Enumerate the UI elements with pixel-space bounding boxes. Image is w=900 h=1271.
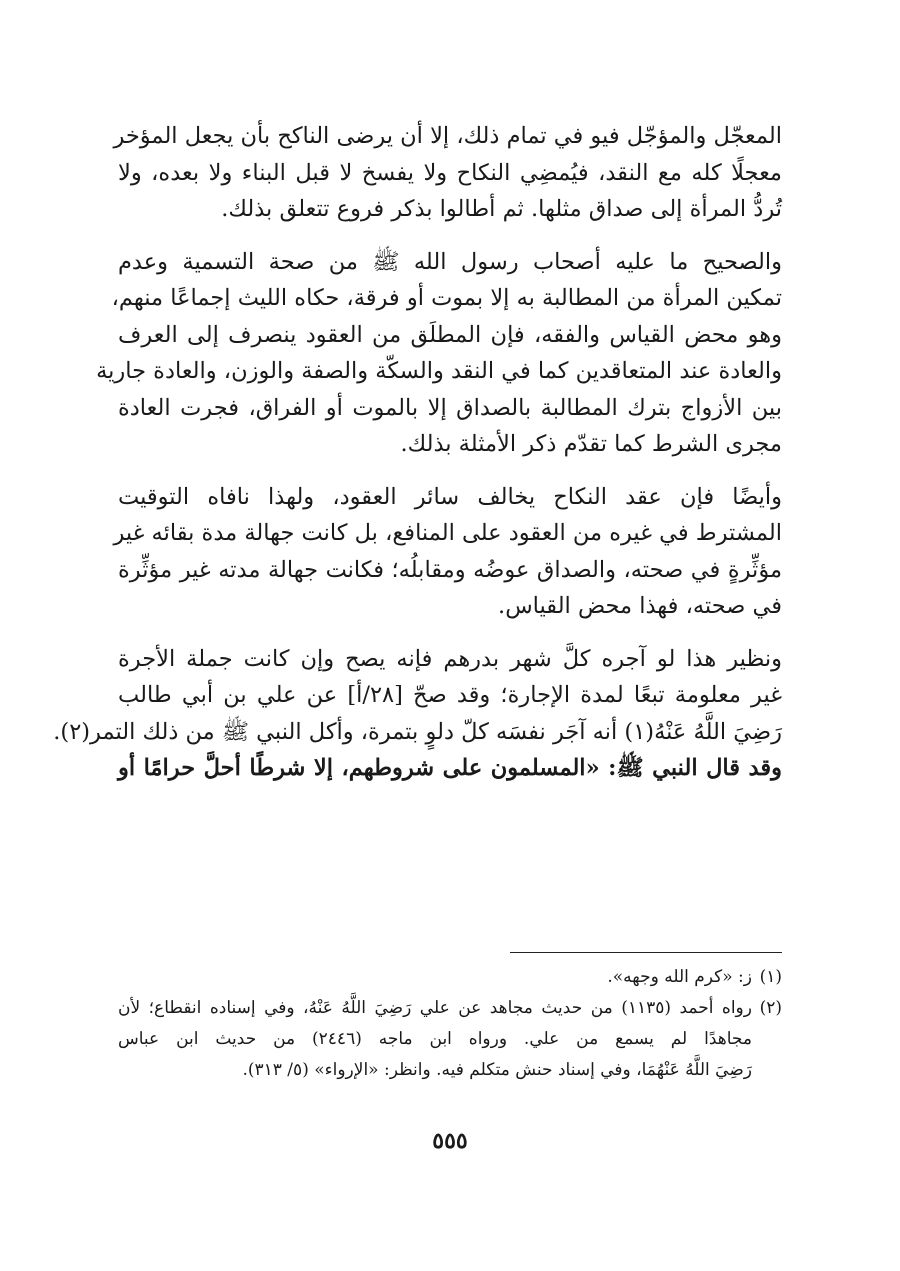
text-line: بين الأزواج بترك المطالبة بالصداق إلا بالموت أو الفراق، فجرت العادة [118, 394, 782, 421]
footnote-1 [118, 962, 782, 993]
text-line: ونظير هذا لو آجره كلَّ شهر بدرهم فإنه يصح وإن كانت جملة الأجرة [118, 645, 782, 672]
footnote-line: مجاهدًا لم يسمع من علي. ورواه ابن ماجه (٢٤٤٦) من حديث ابن عباس [118, 1029, 752, 1049]
text-line: رَضِيَ اللَّهُ عَنْهُ(١) أنه آجَر نفسَه كلّ دلوٍ بتمرة، وأكل النبي ﷺ من ذلك التمر(٢). [53, 718, 782, 745]
paragraph-2 [96, 244, 782, 463]
text-line: المشترط في غيره من العقود على المنافع، بل كانت جهالة مدة بقائه غير [113, 520, 782, 546]
footnote-number: (١) [759, 967, 782, 987]
footnotes [118, 962, 782, 1086]
footnote-body [118, 993, 752, 1086]
text-line: وقد قال النبي ﷺ: «المسلمون على شروطهم، إلا شرطًا أحلَّ حرامًا أو [118, 755, 782, 781]
text-line: وأيضًا فإن عقد النكاح يخالف سائر العقود، ولهذا نافاه التوقيت [118, 483, 782, 510]
footnote-body [118, 962, 752, 993]
page-number: ٥٥٥ [432, 1128, 468, 1154]
text-line: والصحيح ما عليه أصحاب رسول الله ﷺ من صحة التسمية وعدم [118, 248, 782, 275]
paragraph-4 [53, 641, 782, 787]
footnote-line: ز: «كرم الله وجهه». [607, 967, 752, 987]
text-line: والعادة عند المتعاقدين كما في النقد والسكّة والصفة والوزن، والعادة جارية [96, 358, 782, 384]
text-line: وهو محض القياس والفقه، فإن المطلَق من العقود ينصرف إلى العرف [118, 321, 782, 348]
text-line: مؤثِّرةٍ في صحته، والصداق عوضُه ومقابلُه؛ فكانت جهالة مدته غير مؤثِّرة [118, 556, 782, 583]
footnote-line: رَضِيَ اللَّهُ عَنْهُمَا، وفي إسناد حنش متكلم فيه. وانظر: «الإرواء» (٥/ ٣١٣). [242, 1060, 752, 1080]
main-text [53, 118, 782, 803]
text-line: تُردُّ المرأة إلى صداق مثلها. ثم أطالوا بذكر فروع تتعلق بذلك. [221, 196, 782, 222]
footnote-separator [510, 952, 782, 953]
text-line: مجرى الشرط كما تقدّم ذكر الأمثلة بذلك. [400, 431, 782, 457]
text-line: معجلًا كله مع النقد، فيُمضِي النكاح ولا يفسخ لا قبل البناء ولا بعده، ولا [118, 159, 782, 186]
footnote-line: رواه أحمد (١١٣٥) من حديث مجاهد عن علي رَضِيَ اللَّهُ عَنْهُ، وفي إسناده انقطاع؛ لأن [118, 998, 752, 1018]
footnote-2 [118, 993, 782, 1086]
paragraph-3 [113, 479, 782, 625]
text-line: في صحته، فهذا محض القياس. [498, 593, 782, 619]
footnote-number: (٢) [759, 998, 782, 1018]
paragraph-1 [113, 118, 782, 228]
text-line: المعجّل والمؤجّل فيو في تمام ذلك، إلا أن يرضى الناكح بأن يجعل المؤخر [113, 123, 782, 149]
text-line: تمكين المرأة من المطالبة به إلا بموت أو فرقة، حكاه الليث إجماعًا منهم، [111, 285, 782, 311]
text-line: غير معلومة تبعًا لمدة الإجارة؛ وقد صحّ [٢٨/أ] عن علي بن أبي طالب [118, 682, 782, 708]
